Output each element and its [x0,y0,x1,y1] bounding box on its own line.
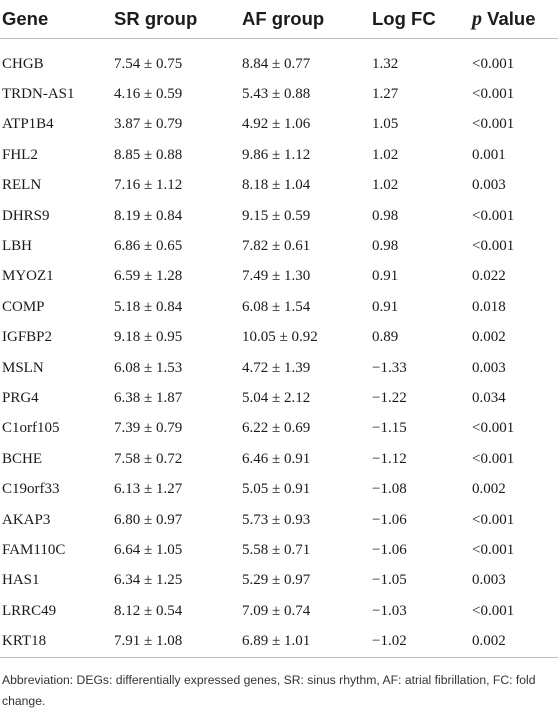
table-row [0,201,558,231]
cell-sr-group: 6.13 ± 1.27 [114,481,183,498]
cell-sr-group: 9.18 ± 0.95 [114,329,183,346]
cell-af-group: 7.49 ± 1.30 [242,268,311,285]
cell-af-group: 9.86 ± 1.12 [242,146,311,163]
header-sr-group: SR group [112,0,240,39]
table-row [0,231,558,261]
table-row [0,49,558,79]
cell-af-group: 5.05 ± 0.91 [242,481,311,498]
header-p-italic: p [472,7,482,30]
cell-af-group: 9.15 ± 0.59 [242,207,311,224]
cell-log-fc: −1.06 [372,541,407,558]
cell-log-fc: 0.98 [372,207,399,224]
cell-log-fc: −1.12 [372,450,407,467]
cell-af-group: 8.84 ± 0.77 [242,55,311,72]
cell-log-fc: 1.27 [372,86,399,103]
cell-p-value: <0.001 [472,86,515,103]
cell-sr-group: 8.85 ± 0.88 [114,146,183,163]
cell-p-value: 0.022 [472,268,506,285]
cell-p-value: <0.001 [472,541,515,558]
header-p-suffix: Value [482,7,536,29]
cell-af-group: 4.72 ± 1.39 [242,359,311,376]
header-p-value [470,0,558,39]
table-header [0,0,558,49]
table-row [0,353,558,383]
cell-p-value: 0.003 [472,572,506,589]
cell-sr-group: 3.87 ± 0.79 [114,116,183,133]
table-body [0,49,558,657]
table-row [0,596,558,626]
table-row [0,505,558,535]
cell-sr-group: 6.86 ± 0.65 [114,238,183,255]
table-row [0,292,558,322]
cell-af-group: 7.82 ± 0.61 [242,238,311,255]
cell-gene: DHRS9 [2,207,50,224]
cell-af-group: 5.43 ± 0.88 [242,86,311,103]
cell-sr-group: 6.59 ± 1.28 [114,268,183,285]
cell-log-fc: 1.02 [372,146,399,163]
cell-log-fc: 0.91 [372,298,399,315]
cell-gene: MYOZ1 [2,268,54,285]
cell-log-fc: −1.22 [372,389,407,406]
table-row [0,566,558,596]
cell-log-fc: −1.15 [372,420,407,437]
table-row [0,171,558,201]
cell-p-value: 0.034 [472,389,506,406]
cell-sr-group: 6.80 ± 0.97 [114,511,183,528]
cell-sr-group: 4.16 ± 0.59 [114,86,183,103]
cell-gene: C1orf105 [2,420,60,437]
cell-af-group: 7.09 ± 0.74 [242,602,311,619]
header-af-group: AF group [240,0,370,39]
cell-af-group: 4.92 ± 1.06 [242,116,311,133]
cell-p-value: <0.001 [472,602,515,619]
table-row [0,414,558,444]
cell-p-value: <0.001 [472,238,515,255]
cell-gene: C19orf33 [2,481,60,498]
cell-af-group: 5.29 ± 0.97 [242,572,311,589]
cell-gene: KRT18 [0,626,112,657]
cell-log-fc: −1.02 [370,626,470,657]
cell-p-value: 0.001 [472,146,506,163]
cell-gene: COMP [2,298,45,315]
cell-gene: TRDN-AS1 [2,86,75,103]
cell-p-value: 0.002 [472,329,506,346]
header-row [0,0,558,39]
cell-gene: PRG4 [2,389,39,406]
cell-log-fc: −1.33 [372,359,407,376]
cell-gene: IGFBP2 [2,329,53,346]
cell-gene: AKAP3 [2,511,51,528]
cell-p-value: 0.003 [472,359,506,376]
cell-p-value: 0.003 [472,177,506,194]
cell-sr-group: 8.12 ± 0.54 [114,602,183,619]
cell-sr-group: 7.16 ± 1.12 [114,177,183,194]
cell-af-group: 8.18 ± 1.04 [242,177,311,194]
table-footnote: Abbreviation: DEGs: differentially expressed genes, SR: sinus rhythm, AF: atrial fibrillation, FC: fold change. [2,673,536,708]
header-gene: Gene [0,0,112,39]
table-row [0,79,558,109]
table-row [0,474,558,504]
cell-log-fc: 0.89 [372,329,399,346]
table-row [0,535,558,565]
table-row [0,140,558,170]
cell-gene: MSLN [2,359,44,376]
cell-af-group: 5.58 ± 0.71 [242,541,311,558]
cell-p-value: 0.002 [470,626,558,657]
table-row [0,383,558,413]
cell-gene: CHGB [2,55,44,72]
cell-gene: LRRC49 [2,602,57,619]
table-row [0,262,558,292]
cell-gene: HAS1 [2,572,40,589]
cell-log-fc: −1.03 [372,602,407,619]
cell-sr-group: 7.54 ± 0.75 [114,55,183,72]
cell-gene: FHL2 [2,146,38,163]
cell-af-group: 5.73 ± 0.93 [242,511,311,528]
cell-sr-group: 6.38 ± 1.87 [114,389,183,406]
cell-log-fc: 1.05 [372,116,399,133]
header-spacer [0,39,558,50]
cell-sr-group: 7.39 ± 0.79 [114,420,183,437]
cell-p-value: 0.018 [472,298,506,315]
cell-gene: RELN [2,177,42,194]
cell-p-value: 0.002 [472,481,506,498]
cell-af-group: 6.46 ± 0.91 [242,450,311,467]
cell-sr-group: 8.19 ± 0.84 [114,207,183,224]
cell-af-group: 6.08 ± 1.54 [242,298,311,315]
table-row [0,444,558,474]
cell-log-fc: 0.91 [372,268,399,285]
cell-gene: FAM110C [2,541,66,558]
cell-sr-group: 5.18 ± 0.84 [114,298,183,315]
cell-log-fc: −1.05 [372,572,407,589]
cell-log-fc: −1.06 [372,511,407,528]
cell-gene: BCHE [2,450,43,467]
table-row [0,626,558,657]
cell-sr-group: 6.34 ± 1.25 [114,572,183,589]
cell-p-value: <0.001 [472,207,515,224]
cell-p-value: <0.001 [472,116,515,133]
cell-log-fc: 1.02 [372,177,399,194]
cell-af-group: 6.89 ± 1.01 [240,626,370,657]
cell-p-value: <0.001 [472,420,515,437]
cell-log-fc: 1.32 [372,55,399,72]
cell-sr-group: 7.91 ± 1.08 [112,626,240,657]
cell-p-value: <0.001 [472,55,515,72]
cell-af-group: 5.04 ± 2.12 [242,389,311,406]
cell-sr-group: 6.64 ± 1.05 [114,541,183,558]
cell-sr-group: 6.08 ± 1.53 [114,359,183,376]
cell-p-value: <0.001 [472,511,515,528]
cell-af-group: 10.05 ± 0.92 [242,329,318,346]
header-log-fc: Log FC [370,0,470,39]
cell-p-value: <0.001 [472,450,515,467]
table-row [0,110,558,140]
cell-log-fc: 0.98 [372,238,399,255]
cell-af-group: 6.22 ± 0.69 [242,420,311,437]
cell-gene: ATP1B4 [2,116,54,133]
cell-gene: LBH [2,238,32,255]
cell-sr-group: 7.58 ± 0.72 [114,450,183,467]
table-row [0,323,558,353]
cell-log-fc: −1.08 [372,481,407,498]
